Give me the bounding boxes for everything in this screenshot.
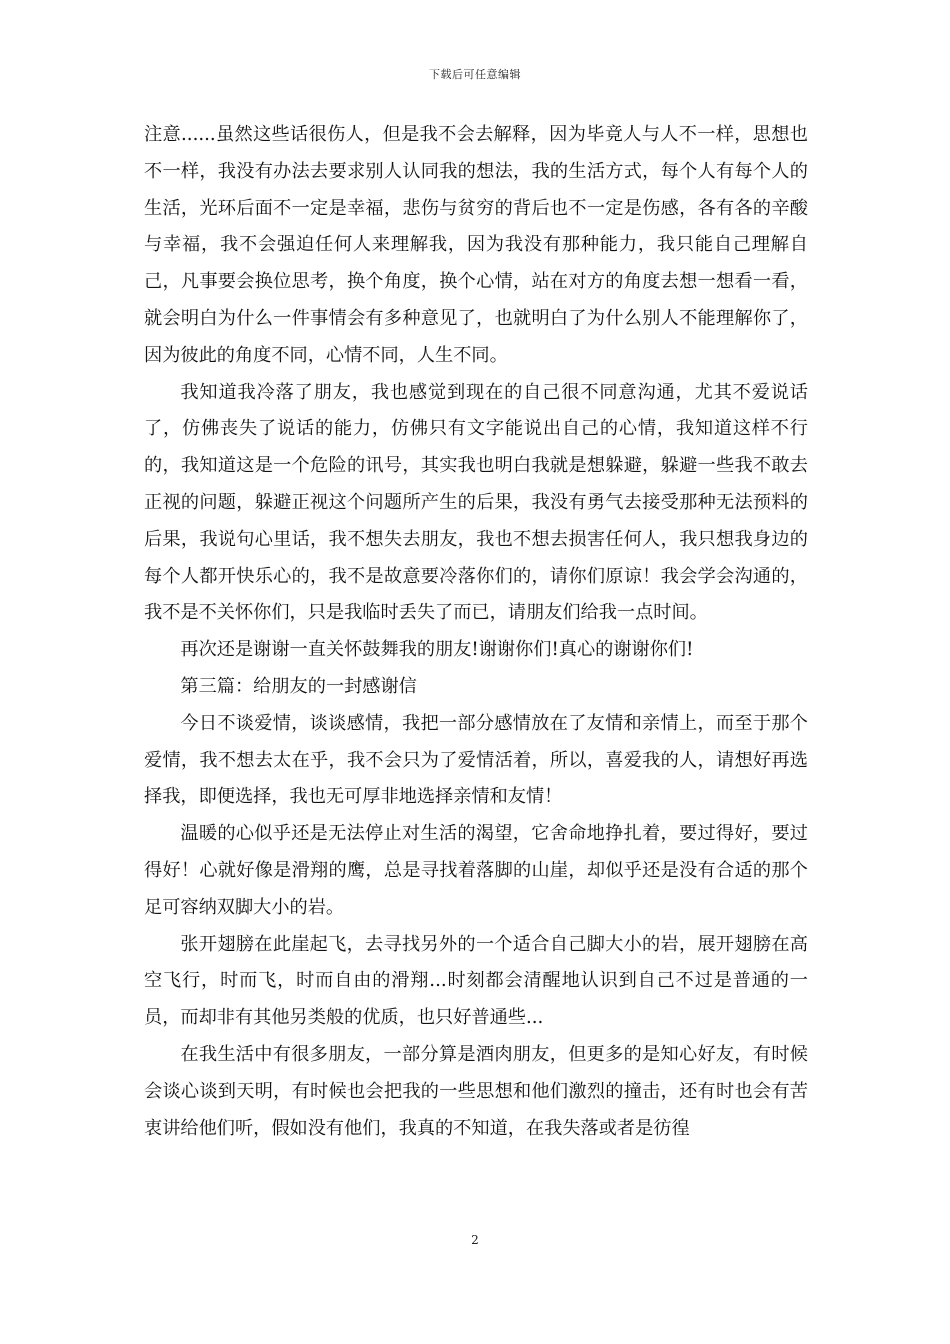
page-number: 2	[471, 1233, 479, 1247]
paragraph: 再次还是谢谢一直关怀鼓舞我的朋友!谢谢你们!真心的谢谢你们!	[180, 639, 694, 661]
paragraph: 张开翅膀在此崖起飞，去寻找另外的一个适合自己脚大小的岩，展开翅膀在高空飞行，时而飞，时而自由的滑翔...时刻都会清醒地认识到自己不过是普通的一员，而却非有其他另类般的优质，也只好普通些...	[144, 933, 808, 1029]
document-body	[144, 117, 808, 1147]
paragraph: 温暖的心似乎还是无法停止对生活的渴望，它舍命地挣扎着，要过得好，要过得好！心就好像是滑翔的鹰，总是寻找着落脚的山崖，却似乎还是没有合适的那个足可容纳双脚大小的岩。	[144, 823, 808, 918]
page-header: 下载后可任意编辑	[429, 68, 521, 81]
paragraph: 在我生活中有很多朋友，一部分算是酒肉朋友，但更多的是知心好友，有时候会谈心谈到天明，有时候也会把我的一些思想和他们激烈的撞击，还有时也会有苦衷讲给他们听，假如没有他们，我真的不知道，在我失落或者是彷徨	[144, 1043, 808, 1139]
paragraph: 我知道我冷落了朋友，我也感觉到现在的自己很不同意沟通，尤其不爱说话了，仿佛丧失了说话的能力，仿佛只有文字能说出自己的心情，我知道这样不行的，我知道这是一个危险的讯号，其实我也明白我就是想躲避，躲避一些我不敢去正视的问题，躲避正视这个问题所产生的后果，我没有勇气去接受那种无法预料的后果，我说句心里话，我不想失去朋友，我也不想去损害任何人，我只想我身边的每个人都开快乐心的，我不是故意要冷落你们的，请你们原谅！我会学会沟通的，我不是不关怀你们，只是我临时丢失了而已，请朋友们给我一点时间。	[144, 381, 808, 624]
section-heading: 第三篇：给朋友的一封感谢信	[180, 675, 417, 697]
paragraph-continued: 注意......虽然这些话很伤人，但是我不会去解释，因为毕竟人与人不一样，思想也不一样，我没有办法去要求别人认同我的想法，我的生活方式，每个人有每个人的生活，光环后面不一定是幸福，悲伤与贫穷的背后也不一定是伤感，各有各的辛酸与幸福，我不会强迫任何人来理解我，因为我没有那种能力，我只能自己理解自己，凡事要会换位思考，换个角度，换个心情，站在对方的角度去想一想看一看，就会明白为什么一件事情会有多种意见了，也就明白了为什么别人不能理解你了，因为彼此的角度不同，心情不同，人生不同。	[144, 124, 808, 366]
paragraph: 今日不谈爱情，谈谈感情，我把一部分感情放在了友情和亲情上，而至于那个爱情，我不想去太在乎，我不会只为了爱情活着，所以，喜爱我的人，请想好再选择我，即便选择，我也无可厚非地选择亲情和友情！	[144, 712, 808, 808]
